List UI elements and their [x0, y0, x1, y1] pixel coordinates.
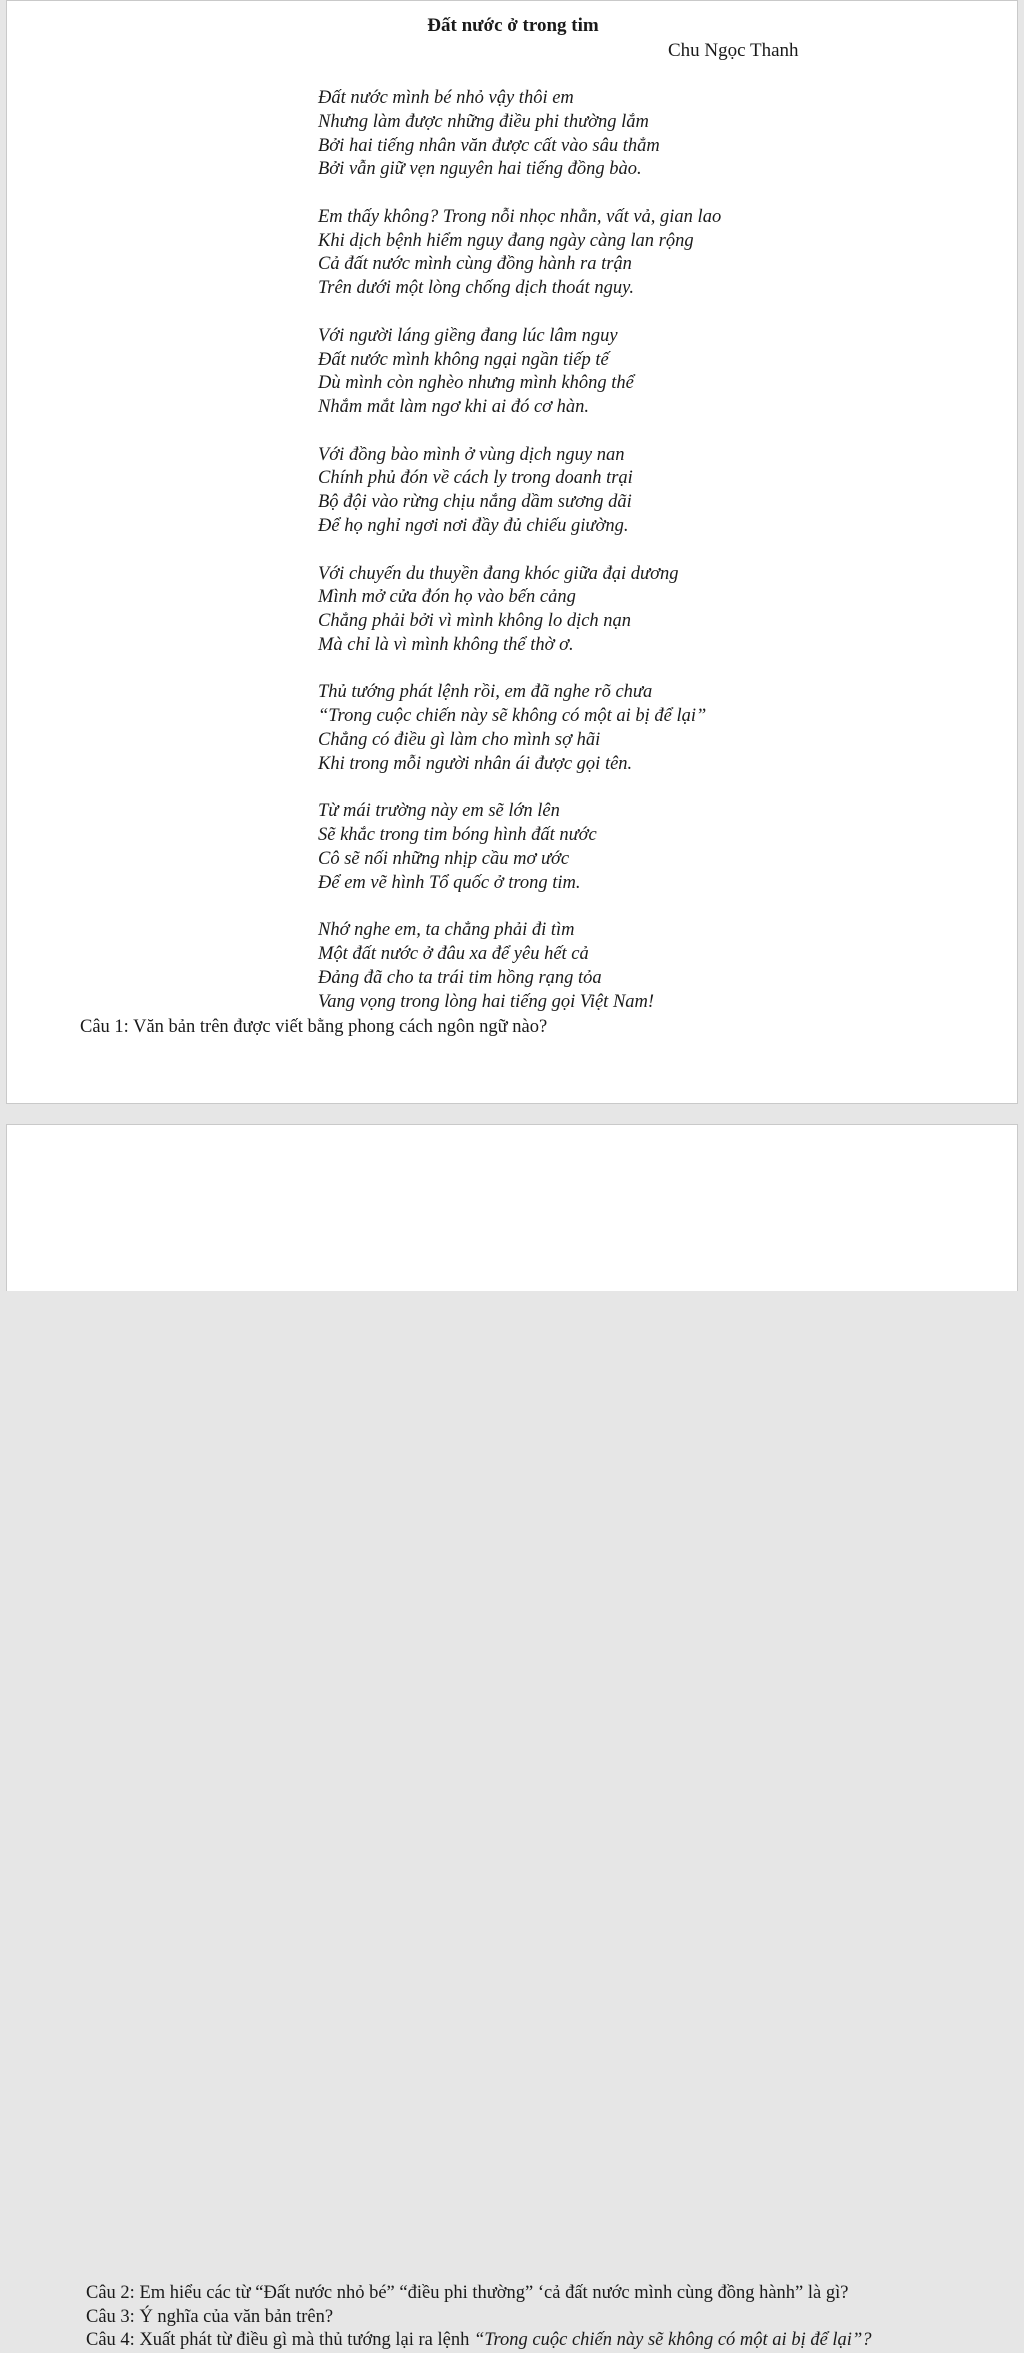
poem-line: Bởi vẫn giữ vẹn nguyên hai tiếng đồng bào. [318, 159, 642, 180]
poem-line: “Trong cuộc chiến này sẽ không có một ai bị để lại” [318, 706, 707, 727]
document-page-1 [6, 0, 1018, 1104]
poem-line: Trên dưới một lòng chống dịch thoát nguy. [318, 278, 634, 299]
poem-line: Nhớ nghe em, ta chẳng phải đi tìm [318, 920, 575, 941]
question-3: Câu 3: Ý nghĩa của văn bản trên? [86, 2306, 334, 2327]
poem-line: Với người láng giềng đang lúc lâm nguy [318, 325, 618, 346]
poem-line: Chẳng có điều gì làm cho mình sợ hãi [318, 729, 601, 750]
poem-line: Mà chỉ là vì mình không thể thờ ơ. [318, 634, 574, 655]
poem-line: Thủ tướng phát lệnh rồi, em đã nghe rõ chưa [318, 682, 653, 703]
poem-body [318, 87, 721, 1014]
poem-line: Bởi hai tiếng nhân văn được cất vào sâu thẳm [318, 135, 660, 156]
poem-line: Nhắm mắt làm ngơ khi ai đó cơ hàn. [318, 397, 590, 418]
poem-line: Dù mình còn nghèo nhưng mình không thể [318, 373, 634, 394]
poem-line: Đảng đã cho ta trái tim hồng rạng tỏa [318, 967, 602, 988]
poem-line: Với chuyến du thuyền đang khóc giữa đại dương [318, 563, 679, 584]
poem-line: Khi trong mỗi người nhân ái được gọi tên. [318, 753, 633, 774]
question-4 [86, 2329, 966, 2353]
poem-line: Đất nước mình không ngại ngần tiếp tế [318, 349, 609, 370]
question-2: Câu 2: Em hiểu các từ “Đất nước nhỏ bé” “điều phi thường” ‘cả đất nước mình cùng đồng hành” là gì? [86, 2283, 849, 2303]
poem-line: Sẽ khắc trong tim bóng hình đất nước [318, 825, 597, 846]
document-page-2 [6, 1124, 1018, 2350]
poem-line: Để họ nghỉ ngơi nơi đầy đủ chiếu giường. [318, 516, 629, 537]
poem-line: Khi dịch bệnh hiểm nguy đang ngày càng lan rộng [318, 230, 694, 251]
poem-stanza [318, 206, 721, 301]
poem-stanza [318, 87, 721, 182]
poem-line: Từ mái trường này em sẽ lớn lên [318, 801, 560, 822]
poem-title: Đất nước ở trong tim [427, 15, 599, 36]
poem-line: Chính phủ đón về cách ly trong doanh trại [318, 468, 633, 489]
question-4-text: Câu 4: Xuất phát từ điều gì mà thủ tướng lại ra lệnh [86, 2330, 474, 2350]
poem-line: Với đồng bào mình ở vùng dịch nguy nan [318, 444, 625, 465]
poem-stanza [318, 444, 721, 539]
poem-line: Chẳng phải bởi vì mình không lo dịch nạn [318, 611, 632, 632]
poem-line: Mình mở cửa đón họ vào bến cảng [318, 587, 576, 608]
poem-line: Một đất nước ở đâu xa để yêu hết cả [318, 943, 589, 964]
poem-line: Cô sẽ nối những nhịp cầu mơ ước [318, 848, 570, 869]
poem-stanza [318, 919, 721, 1014]
poem-stanza [318, 681, 721, 776]
poem-stanza [318, 800, 721, 895]
poem-author: Chu Ngọc Thanh [668, 40, 799, 61]
poem-stanza [318, 563, 721, 658]
poem-line: Để em vẽ hình Tổ quốc ở trong tim. [318, 872, 581, 893]
poem-line: Bộ đội vào rừng chịu nắng dầm sương dãi [318, 492, 632, 513]
poem-line: Cả đất nước mình cùng đồng hành ra trận [318, 254, 632, 275]
poem-line: Em thấy không? Trong nỗi nhọc nhằn, vất vả, gian lao [318, 206, 722, 227]
questions-block [86, 2282, 966, 2353]
question-1: Câu 1: Văn bản trên được viết bằng phong cách ngôn ngữ nào? [80, 1017, 548, 1037]
poem-line: Vang vọng trong lòng hai tiếng gọi Việt Nam! [318, 991, 655, 1012]
poem-line: Nhưng làm được những điều phi thường lắm [318, 111, 649, 132]
poem-stanza [318, 325, 721, 420]
question-4-quote: “Trong cuộc chiến này sẽ không có một ai bị để lại”? [473, 2330, 872, 2350]
poem-line: Đất nước mình bé nhỏ vậy thôi em [318, 88, 574, 108]
